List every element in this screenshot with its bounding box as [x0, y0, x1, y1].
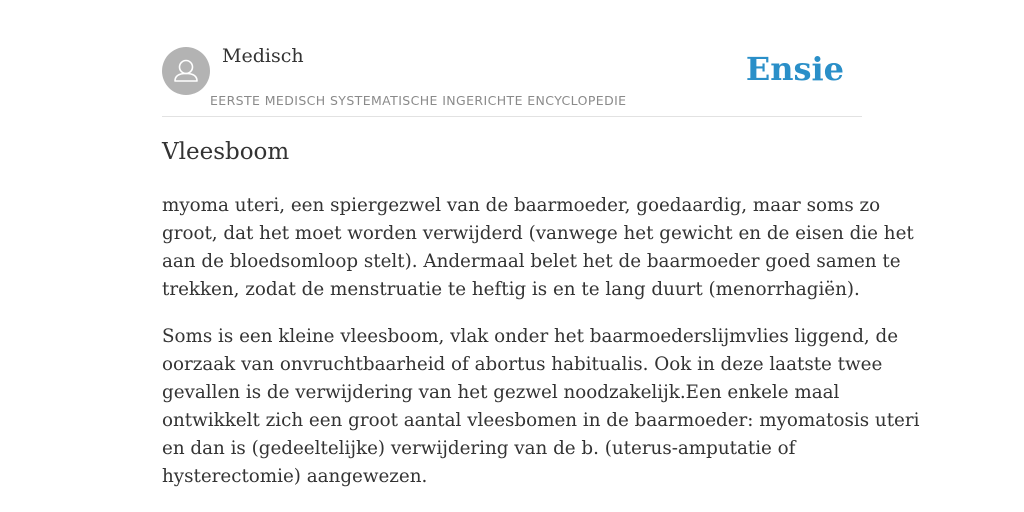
user-silhouette-icon[interactable] — [162, 47, 210, 95]
article-body — [162, 192, 920, 510]
brand-logo[interactable]: Ensie — [745, 50, 844, 88]
source-name[interactable]: Medisch — [222, 45, 304, 67]
article-paragraph — [162, 192, 914, 304]
article-paragraph — [162, 323, 920, 491]
paragraph-line: hysterectomie) aangewezen. — [162, 466, 428, 487]
paragraph-line: gevallen is de verwijdering van het gezwel noodzakelijk.Een enkele maal — [162, 382, 840, 403]
paragraph-line: oorzaak van onvruchtbaarheid of abortus habitualis. Ook in deze laatste twee — [162, 354, 883, 375]
paragraph-line: Soms is een kleine vleesboom, vlak onder het baarmoederslijmvlies liggend, de — [162, 326, 899, 347]
header — [162, 40, 862, 117]
paragraph-line: aan de bloedsomloop stelt). Andermaal belet het de baarmoeder goed samen te — [162, 251, 901, 272]
paragraph-line: myoma uteri, een spiergezwel van de baarmoeder, goedaardig, maar soms zo — [162, 195, 881, 216]
paragraph-line: en dan is (gedeeltelijke) verwijdering van de b. (uterus-amputatie of — [162, 438, 796, 459]
paragraph-line: ontwikkelt zich een groot aantal vleesbomen in de baarmoeder: myomatosis uteri — [162, 410, 920, 431]
source-subtitle: EERSTE MEDISCH SYSTEMATISCHE INGERICHTE ENCYCLOPEDIE — [210, 93, 627, 108]
article-title: Vleesboom — [162, 139, 290, 165]
paragraph-line: groot, dat het moet worden verwijderd (vanwege het gewicht en de eisen die het — [162, 223, 914, 244]
paragraph-line: trekken, zodat de menstruatie te heftig is en te lang duurt (menorrhagiën). — [162, 279, 860, 300]
